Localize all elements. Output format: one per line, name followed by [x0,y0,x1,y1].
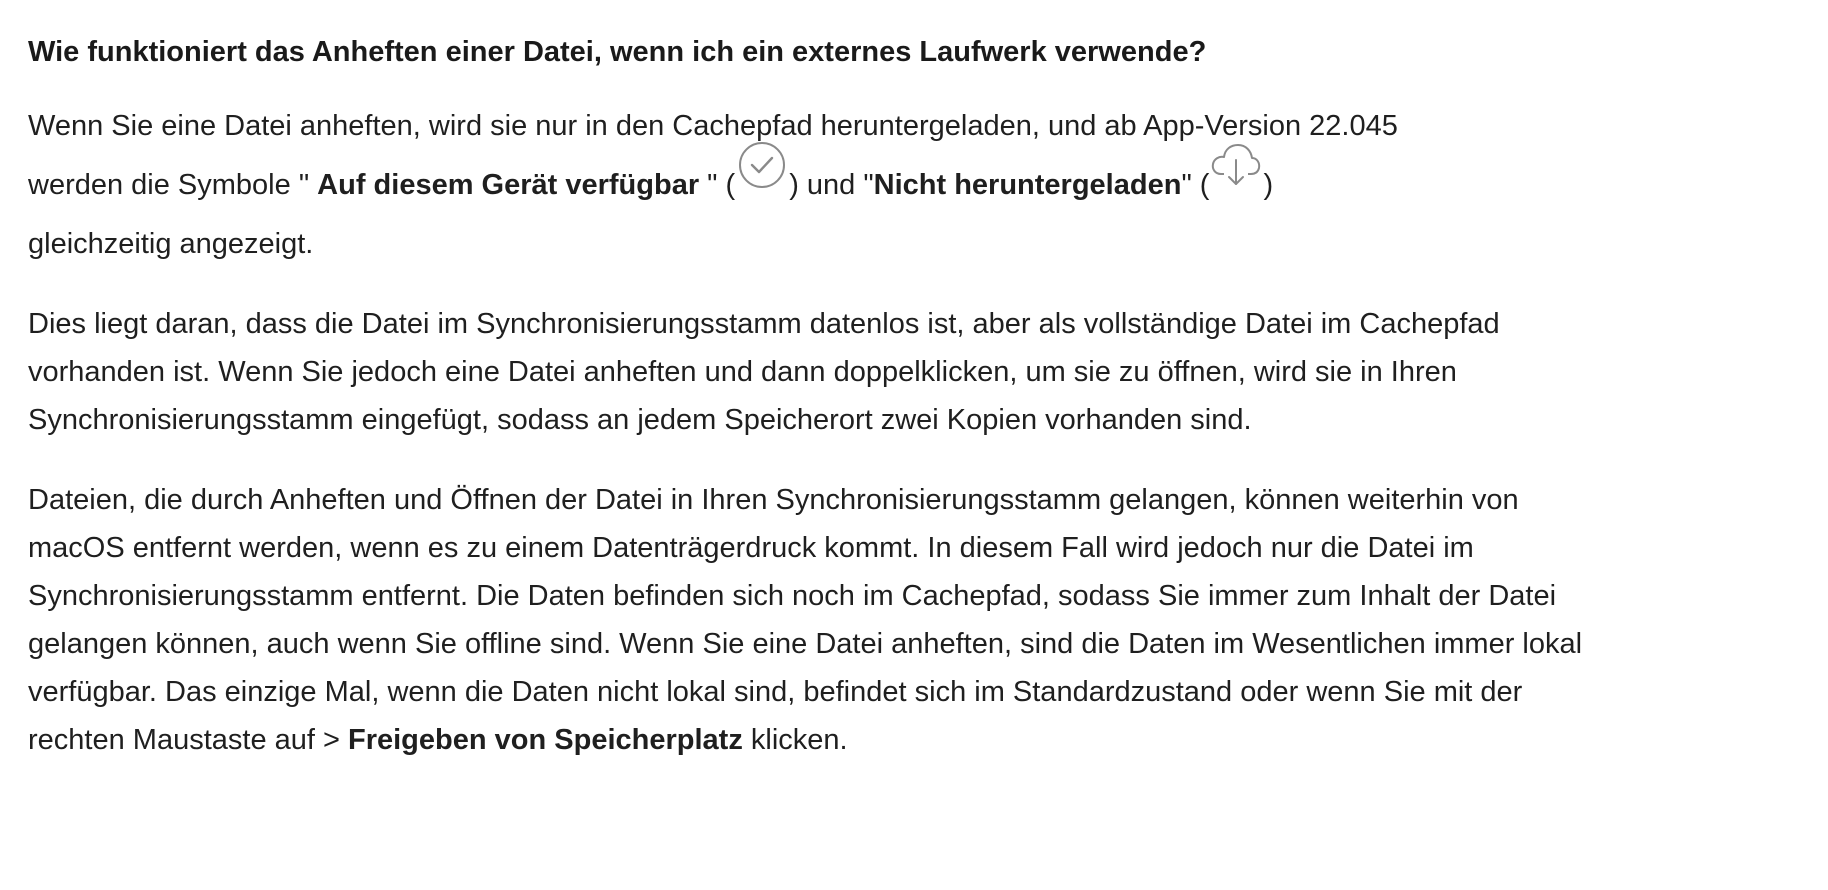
not-downloaded-label: Nicht heruntergeladen [873,169,1182,201]
paragraph-1-text-c: ) und " [789,169,874,201]
answer-paragraph-3 [28,476,1588,764]
answer-paragraph-2: Dies liegt daran, dass die Datei im Synchronisierungsstamm datenlos ist, aber als vollständige Datei im Cachepfad vorhanden ist. Wenn Sie jedoch eine Datei anheften und dann doppelklicken, um sie zu öffnen, wird sie in Ihren Synchronisierungsstamm eingefügt, sodass an jedem Speicherort zwei Kopien vorhanden sind. [28,308,1500,436]
not-downloaded-cloud-icon [1209,152,1263,200]
available-on-device-label: Auf diesem Gerät verfügbar [317,169,700,201]
paragraph-1-text-a: werden die Symbole " [28,169,318,201]
paragraph-1-text-d: " ( [1181,169,1210,201]
paragraph-1-text-e: ) [1263,169,1274,201]
paragraph-3-text: Dateien, die durch Anheften und Öffnen der Datei in Ihren Synchronisierungsstamm gelangen, können weiterhin von macOS entfernt werden, wenn es zu einem Datenträgerdruck kommt. In diesem Fall wird jedoch nur die Datei im Synchronisierungsstamm entfernt. Die Daten befinden sich noch im Cachepfad, sodass Sie immer zum Inhalt der Datei gelangen können, auch wenn Sie offline sind. Wenn Sie eine Datei anheften, sind die Daten im Wesentlichen immer lokal verfügbar. Das einzige Mal, wenn die Daten nicht lokal sind, befindet sich im Standardzustand oder wenn Sie mit der rechten Maustaste auf > [28,484,1583,756]
free-up-space-label: Freigeben von Speicherplatz [348,724,743,756]
paragraph-1-text-b: " ( [699,169,736,201]
paragraph-3-tail: klicken. [742,724,848,756]
paragraph-1-line-2 [28,169,1273,201]
faq-question-heading: Wie funktioniert das Anheften einer Datei, wenn ich ein externes Laufwerk verwende? [28,36,1207,68]
paragraph-1-line-1: Wenn Sie eine Datei anheften, wird sie nur in den Cachepfad heruntergeladen, und ab App-Version 22.045 [28,110,1398,142]
available-on-device-icon [735,152,789,200]
answer-paragraph-1 [28,102,1588,268]
paragraph-1-line-3: gleichzeitig angezeigt. [28,228,314,260]
